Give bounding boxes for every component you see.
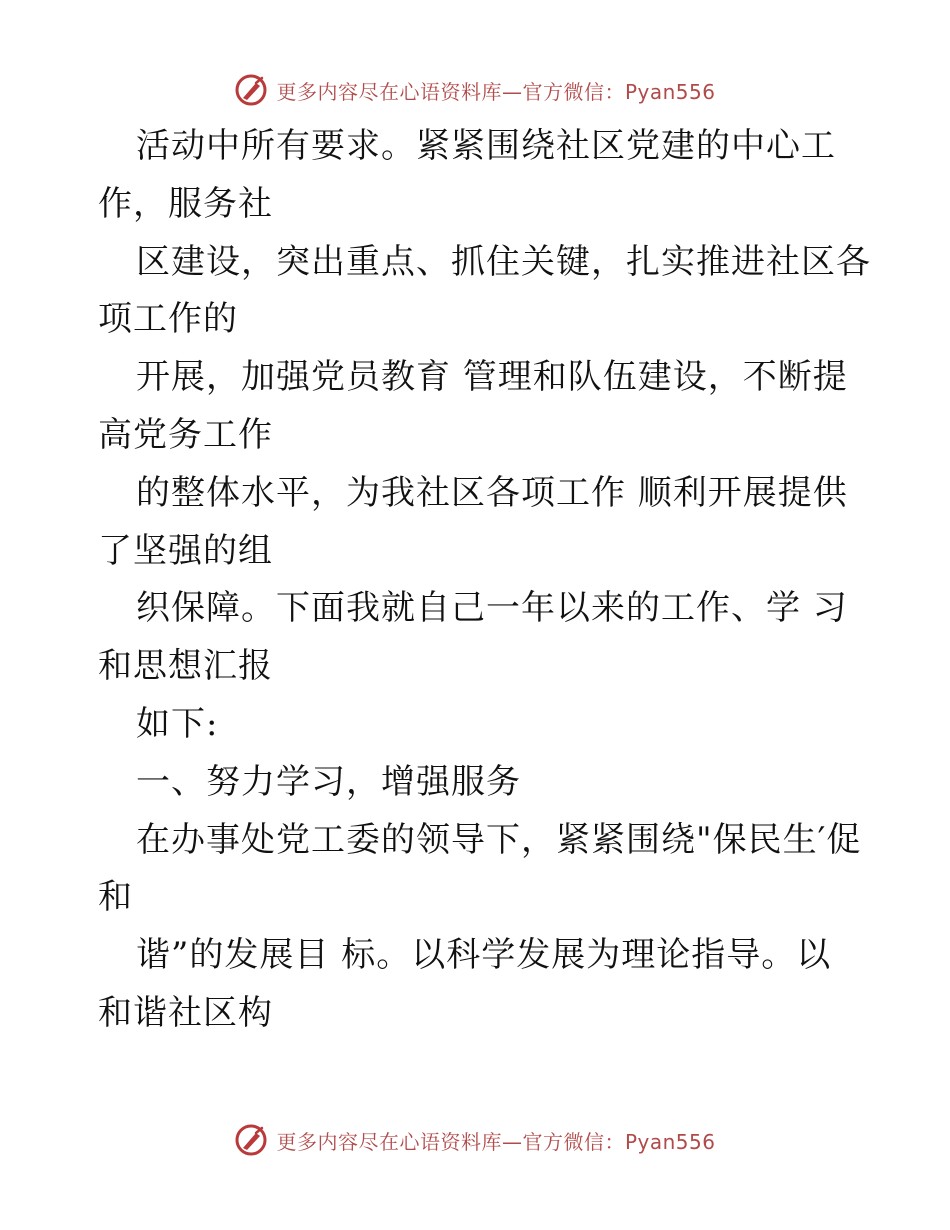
- text-line-7: 的整体水平，为我社区各项工作 顺利开展提供: [136, 472, 848, 513]
- text-line-13: 在办事处党工委的领导下，紧紧围绕"保民生′促: [136, 819, 862, 860]
- text-line-10: 和思想汇报: [98, 646, 273, 687]
- text-line-9: 织保障。下面我就自己一年以来的工作、学 习: [136, 588, 848, 629]
- text-line-4: 项工作的: [98, 299, 238, 340]
- text-line-2: 作，服务社: [98, 183, 273, 224]
- text-line-6: 高党务工作: [98, 414, 273, 455]
- footer-banner: [0, 1120, 950, 1160]
- footer-banner-text: 更多内容尽在心语资料库—官方微信：Pyan556: [276, 1129, 716, 1154]
- text-line-15: 谐”的发展目 标。以科学发展为理论指导。以: [136, 935, 832, 976]
- text-line-14: 和: [98, 877, 133, 918]
- text-line-11: 如下:: [136, 703, 219, 744]
- text-line-8: 了坚强的组: [98, 530, 273, 571]
- text-line-3: 区建设，突出重点、抓住关键，扎实推进社区各: [136, 241, 871, 282]
- header-banner: [0, 70, 950, 110]
- header-banner-text: 更多内容尽在心语资料库—官方微信：Pyan556: [276, 79, 716, 104]
- red-quill-logo-icon: [234, 73, 268, 107]
- red-quill-logo-icon: [234, 1123, 268, 1157]
- text-line-16: 和谐社区构: [98, 992, 273, 1033]
- document-body: [98, 118, 871, 1043]
- section-heading: 一、努力学习，增强服务: [136, 761, 521, 802]
- text-line-1: 活动中所有要求。紧紧围绕社区党建的中心工: [136, 126, 836, 166]
- text-line-5: 开展，加强党员教育 管理和队伍建设，不断提: [136, 357, 848, 398]
